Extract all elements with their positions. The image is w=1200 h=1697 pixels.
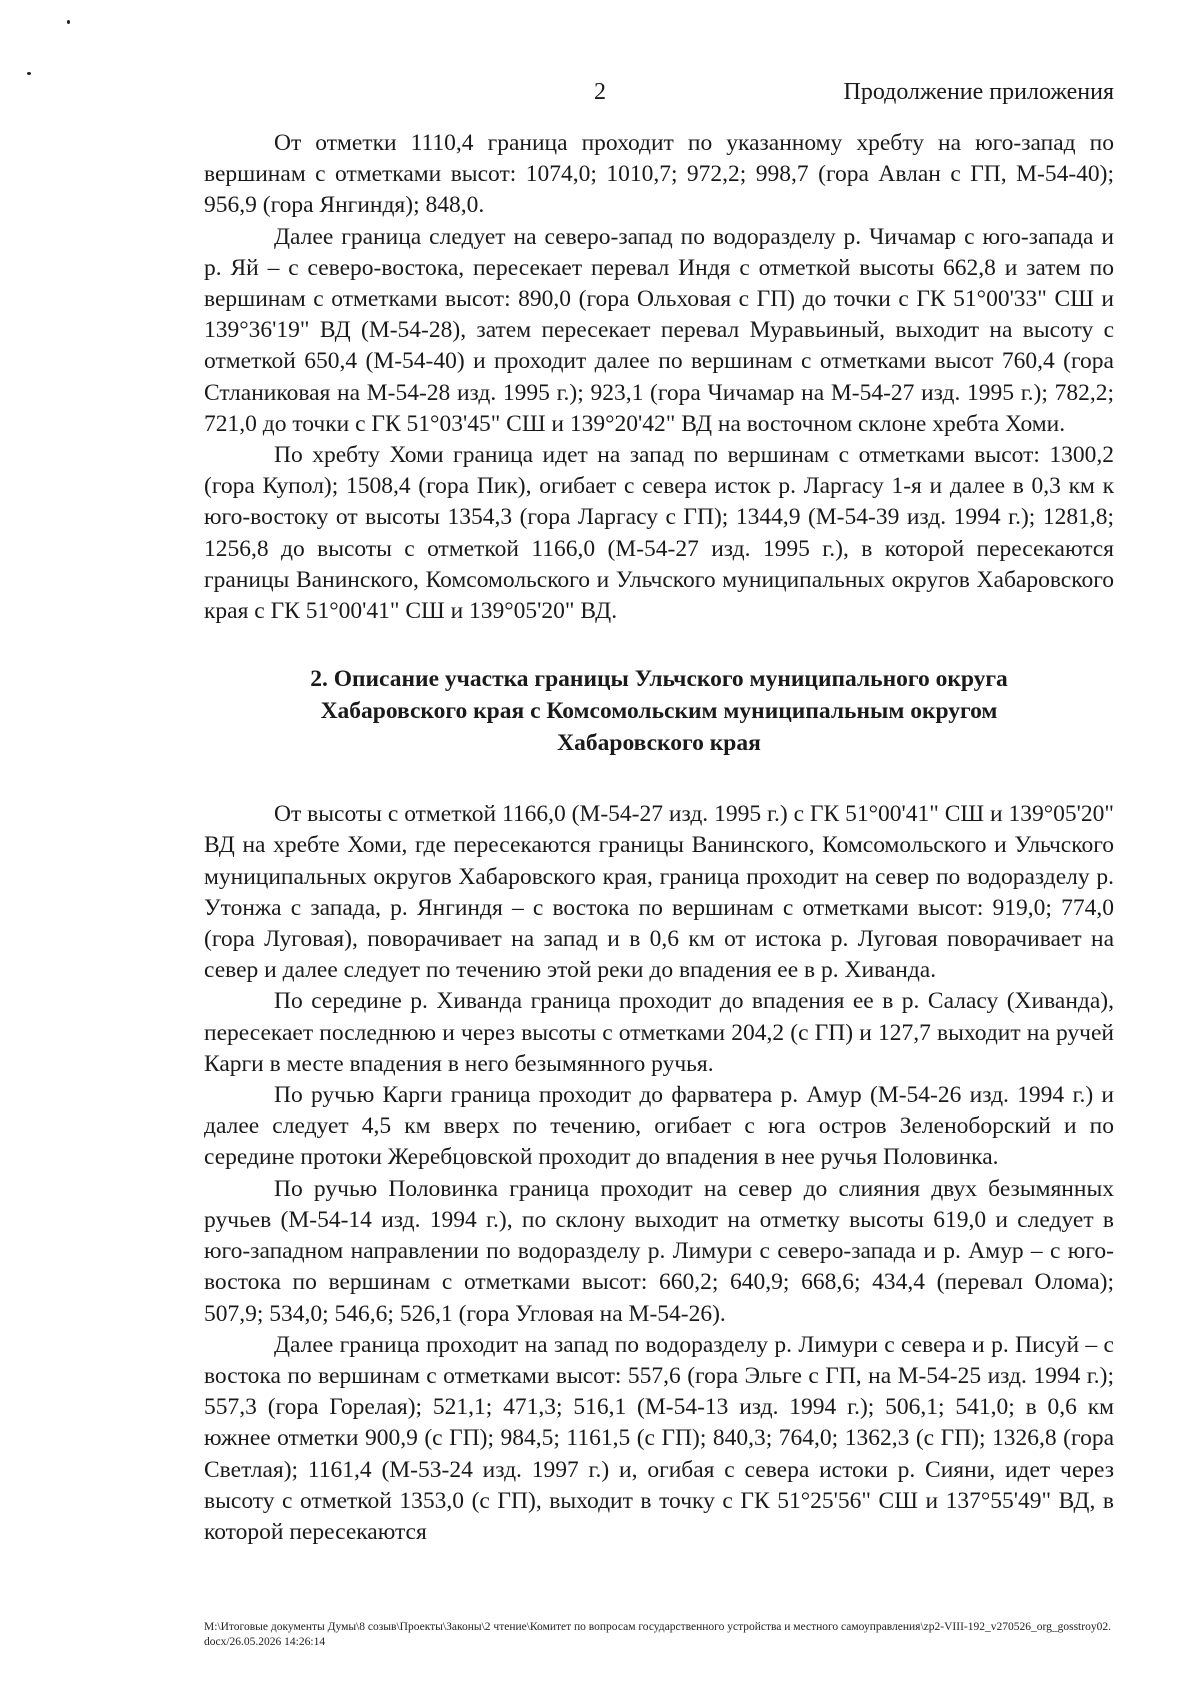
page-number: 2 [594, 79, 606, 105]
file-path-footer: M:\Итоговые документы Думы\8 созыв\Проекты\Законы\2 чтение\Комитет по вопросам государственного устройства и местного самоуправления\zp2-VIII-192_v270526_org_gosstroy02.docx/26.05.2026 14:26:14 [204, 1621, 1111, 1648]
paragraph: От отметки 1110,4 граница проходит по указанному хребту на юго-запад по вершинам с отметками высот: 1074,0; 1010,7; 972,2; 998,7 (гора Авлан с ГП, М-54-40); 956,9 (гора Янгиндя); 848,0. [204, 130, 1114, 219]
paragraph: По середине р. Хиванда граница проходит до впадения ее в р. Саласу (Хиванда), пересекает последнюю и через высоты с отметками 204,2 (с ГП) и 127,7 выходит на ручей Карги в месте впадения в него безымянного ручья. [204, 988, 1114, 1077]
paragraph: По хребту Хоми граница идет на запад по вершинам с отметками высот: 1300,2 (гора Купол); 1508,4 (гора Пик), огибает с севера исток р. Ларгасу 1-я и далее в 0,3 км к юго-востоку от высоты 1354,3 (гора Ларгасу с ГП); 1344,9 (М-54-39 изд. 1994 г.); 1281,8; 1256,8 до высоты с отметкой 1166,0 (М-54-27 изд. 1995 г.), в которой пересекаются границы Ванинского, Комсомольского и Ульчского муниципальных округов Хабаровского края с ГК 51°00'41" СШ и 139°05'20" ВД. [204, 442, 1114, 625]
paragraph: От высоты с отметкой 1166,0 (М-54-27 изд. 1995 г.) с ГК 51°00'41" СШ и 139°05'20" ВД на хребте Хоми, где пересекаются границы Ванинского, Комсомольского и Ульчского муниципальных округов Хабаровского края, граница проходит на север по водоразделу р. Утонжа с запада, р. Янгиндя – с востока по вершинам с отметками высот: 919,0; 774,0 (гора Луговая), поворачивает на запад и в 0,6 км от истока р. Луговая поворачивает на север и далее следует по течению этой реки до впадения ее в р. Хиванда. [204, 801, 1114, 984]
paragraph: Далее граница следует на северо-запад по водоразделу р. Чичамар с юго-запада и р. Яй – с северо-востока, пересекает перевал Индя с отметкой высоты 662,8 и затем по вершинам с отметками высот: 890,0 (гора Ольховая с ГП) до точки с ГК 51°00'33" СШ и 139°36'19" ВД (М-54-28), затем пересекает перевал Муравьиный, выходит на высоту с отметкой 650,4 (М-54-40) и проходит далее по вершинам с отметками высот 760,4 (гора Стланиковая на М-54-28 изд. 1995 г.); 923,1 (гора Чичамар на М-54-27 изд. 1995 г.); 782,2; 721,0 до точки с ГК 51°03'45" СШ и 139°20'42" ВД на восточном склоне хребта Хоми. [204, 223, 1114, 437]
paragraph: По ручью Половинка граница проходит на север до слияния двух безымянных ручьев (М-54-14 изд. 1994 г.), по склону выходит на отметку высоты 619,0 и следует в юго-западном направлении по водоразделу р. Лимури с северо-запада и р. Амур – с юго-востока по вершинам с отметками высот: 660,2; 640,9; 668,6; 434,4 (перевал Олома); 507,9; 534,0; 546,6; 526,1 (гора Угловая на М-54-26). [204, 1175, 1114, 1327]
scan-speck [27, 72, 31, 75]
paragraph: По ручью Карги граница проходит до фарватера р. Амур (М-54-26 изд. 1994 г.) и далее следует 4,5 км вверх по течению, огибает с юга остров Зеленоборский и по середине протоки Жеребцовской проходит до впадения в нее ручья Половинка. [204, 1082, 1114, 1171]
paragraph: Далее граница проходит на запад по водоразделу р. Лимури с севера и р. Писуй – с востока по вершинам с отметками высот: 557,6 (гора Эльге с ГП, на М-54-25 изд. 1994 г.); 557,3 (гора Горелая); 521,1; 471,3; 516,1 (М-54-13 изд. 1994 г.); 506,1; 541,0; в 0,6 км южнее отметки 900,9 (с ГП); 984,5; 1161,5 (с ГП); 840,3; 764,0; 1362,3 (с ГП); 1326,8 (гора Светлая); 1161,4 (М-53-24 изд. 1997 г.) и, огибая с севера истоки р. Сияни, идет через высоту с отметкой 1353,0 (с ГП), выходит в точку с ГК 51°25'56" СШ и 137°55'49" ВД, в которой пересекаются [204, 1331, 1114, 1545]
document-body [204, 128, 1114, 1548]
continuation-note: Продолжение приложения [843, 79, 1114, 105]
section-heading: 2. Описание участка границы Ульчского муниципального округа Хабаровского края с Комсомольским муниципальным округом Хабаровского края [310, 666, 1008, 757]
scan-speck [67, 20, 70, 24]
